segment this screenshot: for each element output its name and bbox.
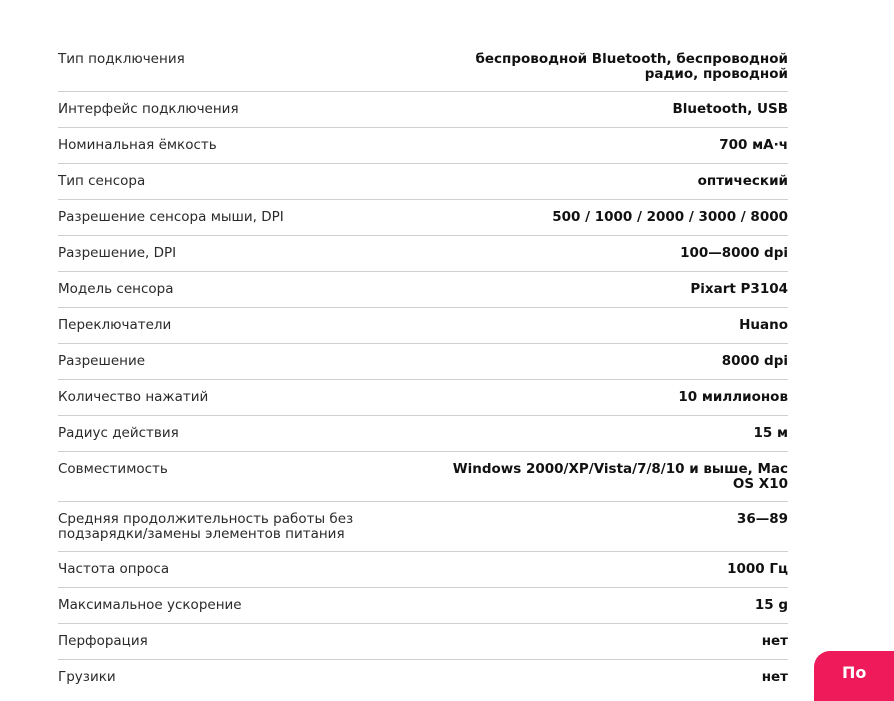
spec-value: 15 м (753, 425, 788, 441)
floating-action-button[interactable] (814, 651, 894, 701)
spec-label: Модель сенсора (58, 281, 174, 297)
spec-value: 8000 dpi (721, 353, 788, 369)
spec-value: нет (761, 669, 788, 685)
spec-row (58, 164, 788, 200)
spec-row (58, 308, 788, 344)
spec-row (58, 552, 788, 588)
spec-row (58, 272, 788, 308)
spec-row (58, 344, 788, 380)
spec-row (58, 380, 788, 416)
spec-value: 500 / 1000 / 2000 / 3000 / 8000 (552, 209, 788, 225)
spec-label: Частота опроса (58, 561, 170, 577)
spec-label: Разрешение, DPI (58, 245, 177, 261)
spec-label: Количество нажатий (58, 389, 209, 405)
spec-row (58, 42, 788, 92)
spec-value: 36—89 (736, 511, 788, 527)
spec-value: нет (761, 633, 788, 649)
specifications-table (58, 42, 788, 695)
spec-row (58, 624, 788, 660)
spec-value: беспроводной Bluetooth, беспроводной радио, проводной (475, 51, 788, 82)
spec-label: Номинальная ёмкость (58, 137, 217, 153)
spec-label: Тип сенсора (58, 173, 146, 189)
spec-label: Грузики (58, 669, 116, 685)
spec-value: Pixart P3104 (690, 281, 788, 297)
spec-label: Радиус действия (58, 425, 179, 441)
spec-label: Перфорация (58, 633, 148, 649)
spec-value: 1000 Гц (727, 561, 788, 577)
spec-label: Максимальное ускорение (58, 597, 242, 613)
spec-label: Переключатели (58, 317, 172, 333)
spec-value: 100—8000 dpi (680, 245, 788, 261)
spec-value: 10 миллионов (678, 389, 788, 405)
spec-row (58, 236, 788, 272)
spec-row (58, 588, 788, 624)
spec-value: 700 мА·ч (719, 137, 788, 153)
spec-label: Разрешение сенсора мыши, DPI (58, 209, 284, 225)
spec-row (58, 128, 788, 164)
spec-row (58, 416, 788, 452)
spec-label: Интерфейс подключения (58, 101, 239, 117)
spec-label: Разрешение (58, 353, 146, 369)
spec-value: Bluetooth, USB (672, 101, 788, 117)
spec-value: Huano (739, 317, 788, 333)
floating-action-button-label: По (842, 663, 867, 682)
spec-value: 15 g (754, 597, 788, 613)
spec-label: Средняя продолжительность работы без подзарядки/замены элементов питания (58, 511, 354, 542)
spec-label: Совместимость (58, 461, 168, 477)
spec-row (58, 200, 788, 236)
spec-value: Windows 2000/XP/Vista/7/8/10 и выше, Mac OS X10 (452, 461, 788, 492)
spec-value: оптический (697, 173, 788, 189)
spec-label: Тип подключения (58, 51, 185, 67)
spec-row (58, 660, 788, 695)
spec-row (58, 452, 788, 502)
spec-row (58, 92, 788, 128)
spec-row (58, 502, 788, 552)
